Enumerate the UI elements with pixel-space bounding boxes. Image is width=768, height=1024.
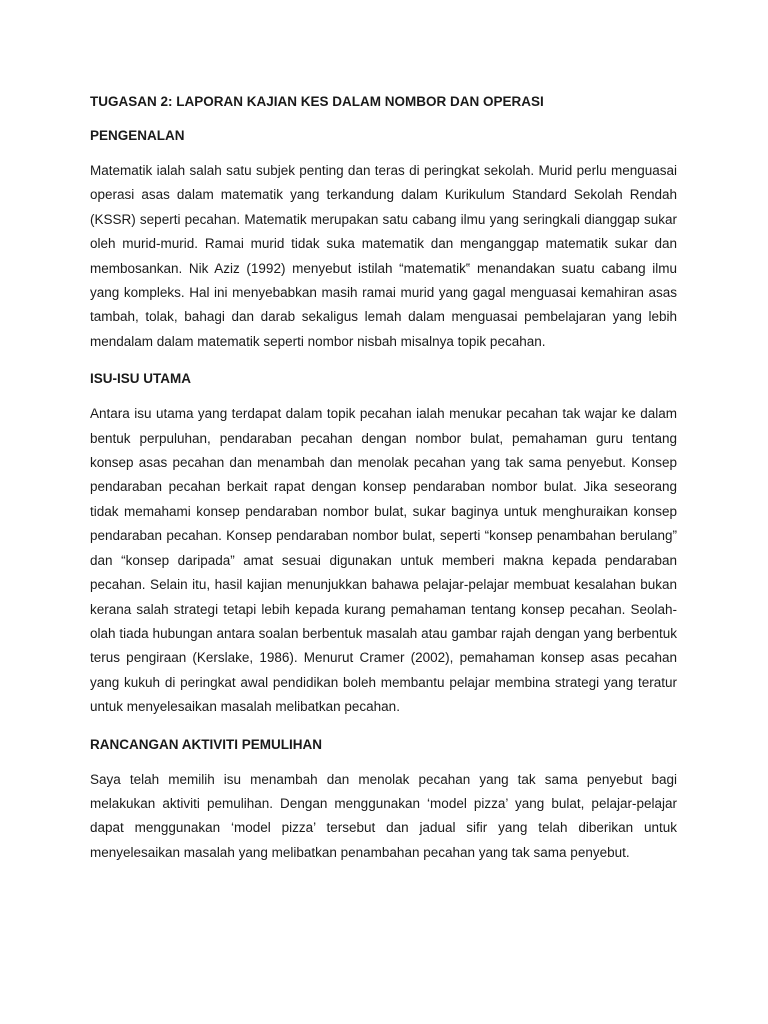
section-body-isu-isu-utama: Antara isu utama yang terdapat dalam topik pecahan ialah menukar pecahan tak wajar ke dalam bentuk perpuluhan, pendaraban pecahan dengan nombor bulat, pemahaman guru tentang konsep asas pecahan dan menambah dan menolak pecahan yang tak sama penyebut. Konsep pendaraban pecahan berkait rapat dengan konsep pendaraban nombor bulat. Jika seseorang tidak memahami konsep pendaraban nombor bulat, sukar baginya untuk menghuraikan konsep pendaraban pecahan. Konsep pendaraban nombor bulat, seperti “konsep penambahan berulang” dan “konsep daripada” amat sesuai digunakan untuk memberi makna kepada pendaraban pecahan. Selain itu, hasil kajian menunjukkan bahawa pelajar-pelajar membuat kesalahan bukan kerana salah strategi tetapi lebih kepada kurang pemahaman tentang konsep pecahan. Seolah-olah tiada hubungan antara soalan berbentuk masalah atau gambar rajah dengan yang berbentuk terus pengiraan (Kerslake, 1986). Menurut Cramer (2002), pemahaman konsep asas pecahan yang kukuh di peringkat awal pendidikan boleh membantu pelajar membina strategi yang teratur untuk menyelesaikan masalah melibatkan pecahan.: [90, 406, 677, 715]
section-heading-rancangan-aktiviti: RANCANGAN AKTIVITI PEMULIHAN: [90, 736, 322, 752]
section-heading-pengenalan: PENGENALAN: [90, 128, 185, 143]
section-heading-isu-isu-utama: ISU-ISU UTAMA: [90, 371, 191, 387]
section-body-rancangan-aktiviti: Saya telah memilih isu menambah dan menolak pecahan yang tak sama penyebut bagi melakukan aktiviti pemulihan. Dengan menggunakan ‘model pizza’ yang bulat, pelajar-pelajar dapat menggunakan ‘model pizza’ tersebut dan jadual sifir yang telah diberikan untuk menyelesaikan masalah yang melibatkan penambahan pecahan yang tak sama penyebut.: [90, 771, 677, 860]
document-title: TUGASAN 2: LAPORAN KAJIAN KES DALAM NOMBOR DAN OPERASI: [90, 94, 544, 109]
document-page: [90, 93, 677, 881]
section-body-pengenalan: Matematik ialah salah satu subjek penting dan teras di peringkat sekolah. Murid perlu menguasai operasi asas dalam matematik yang terkandung dalam Kurikulum Standard Sekolah Rendah (KSSR) seperti pecahan. Matematik merupakan satu cabang ilmu yang seringkali dianggap sukar oleh murid-murid. Ramai murid tidak suka matematik dan menganggap matematik sukar dan membosankan. Nik Aziz (1992) menyebut istilah “matematik‟ menandakan suatu cabang ilmu yang kompleks. Hal ini menyebabkan masih ramai murid yang gagal menguasai kemahiran asas tambah, tolak, bahagi dan darab sekaligus lemah dalam menguasai pembelajaran yang lebih mendalam dalam matematik seperti nombor nisbah misalnya topik pecahan.: [90, 163, 677, 349]
